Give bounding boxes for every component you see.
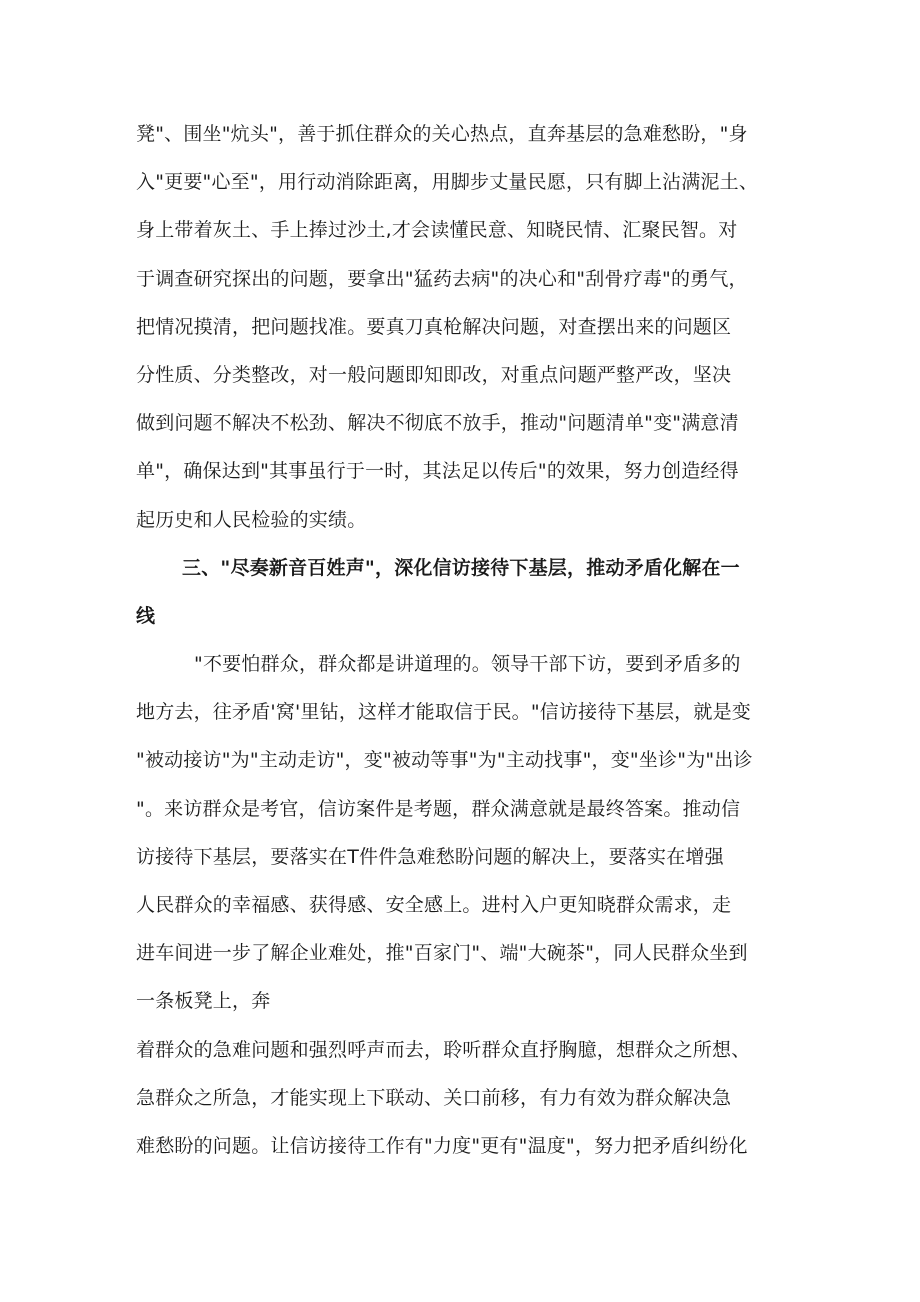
body-text-line: 人民群众的幸福感、获得感、安全感上。进村入户更知晓群众需求，走 [136, 894, 732, 916]
body-text-line: 分性质、分类整改，对一般问题即知即改，对重点问题严整严改，坚决 [136, 363, 732, 386]
body-text-line: 身上带着灰土、手上捧过沙土,才会读懂民意、知晓民情、汇聚民智。对 [136, 219, 738, 242]
body-text-line: 着群众的急难问题和强烈呼声而去，聆听群众直抒胸臆，想群众之所想、 [136, 1038, 751, 1061]
paragraph-first-line: "不要怕群众，群众都是讲道理的。领导干部下访，要到矛盾多的 [194, 653, 741, 676]
body-text-line: 把情况摸清，把问题找准。要真刀真枪解决问题，对查摆出来的问题区 [136, 315, 732, 338]
body-text-line: "被动接访"为"主动走访"，变"被动等事"为"主动找事"，变"坐诊"为"出诊 [136, 749, 753, 772]
section-heading-continued: 线 [136, 604, 156, 627]
section-heading: 三、"尽奏新音百姓声"，深化信访接待下基层，推动矛盾化解在一 [182, 556, 740, 579]
body-text-line: 起历史和人民检验的实绩。 [136, 508, 367, 531]
body-text-line: 做到问题不解决不松劲、解决不彻底不放手，推动"问题清单"变"满意清 [136, 412, 739, 435]
body-text-line: 于调查研究探出的问题，要拿出"猛药去病"的决心和"刮骨疗毒"的勇气， [136, 267, 748, 290]
body-text-line: 入"更要"心至"，用行动消除距离，用脚步丈量民愿，只有脚上沾满泥土、 [136, 171, 759, 194]
body-text-line: 进车间进一步了解企业难处，推"百家门"、端"大碗茶"，同人民群众坐到 [136, 942, 748, 965]
body-text-line: 单"，确保达到"其事虽行于一时，其法足以传后"的效果，努力创造经得 [136, 460, 739, 483]
body-text-line: 访接待下基层，要落实在T件件急难愁盼问题的解决上，要落实在增强 [136, 845, 724, 868]
document-body [136, 110, 786, 1170]
body-text-line: 凳"、围坐"炕头"，善于抓住群众的关心热点，直奔基层的急难愁盼，"身 [136, 123, 748, 145]
body-text-line: 难愁盼的问题。让信访接待工作有"力度"更有"温度"，努力把矛盾纠纷化 [136, 1134, 748, 1157]
body-text-line: 急群众之所急，才能实现上下联动、关口前移，有力有效为群众解决急 [136, 1086, 732, 1109]
body-text-line: 地方去，往矛盾'窝'里钻，这样才能取信于民。"信访接待下基层，就是变 [136, 701, 751, 724]
body-text-line: "。来访群众是考官，信访案件是考题，群众满意就是最终答案。推动信 [136, 797, 741, 820]
body-text-line: 一条板凳上，奔 [136, 990, 271, 1013]
